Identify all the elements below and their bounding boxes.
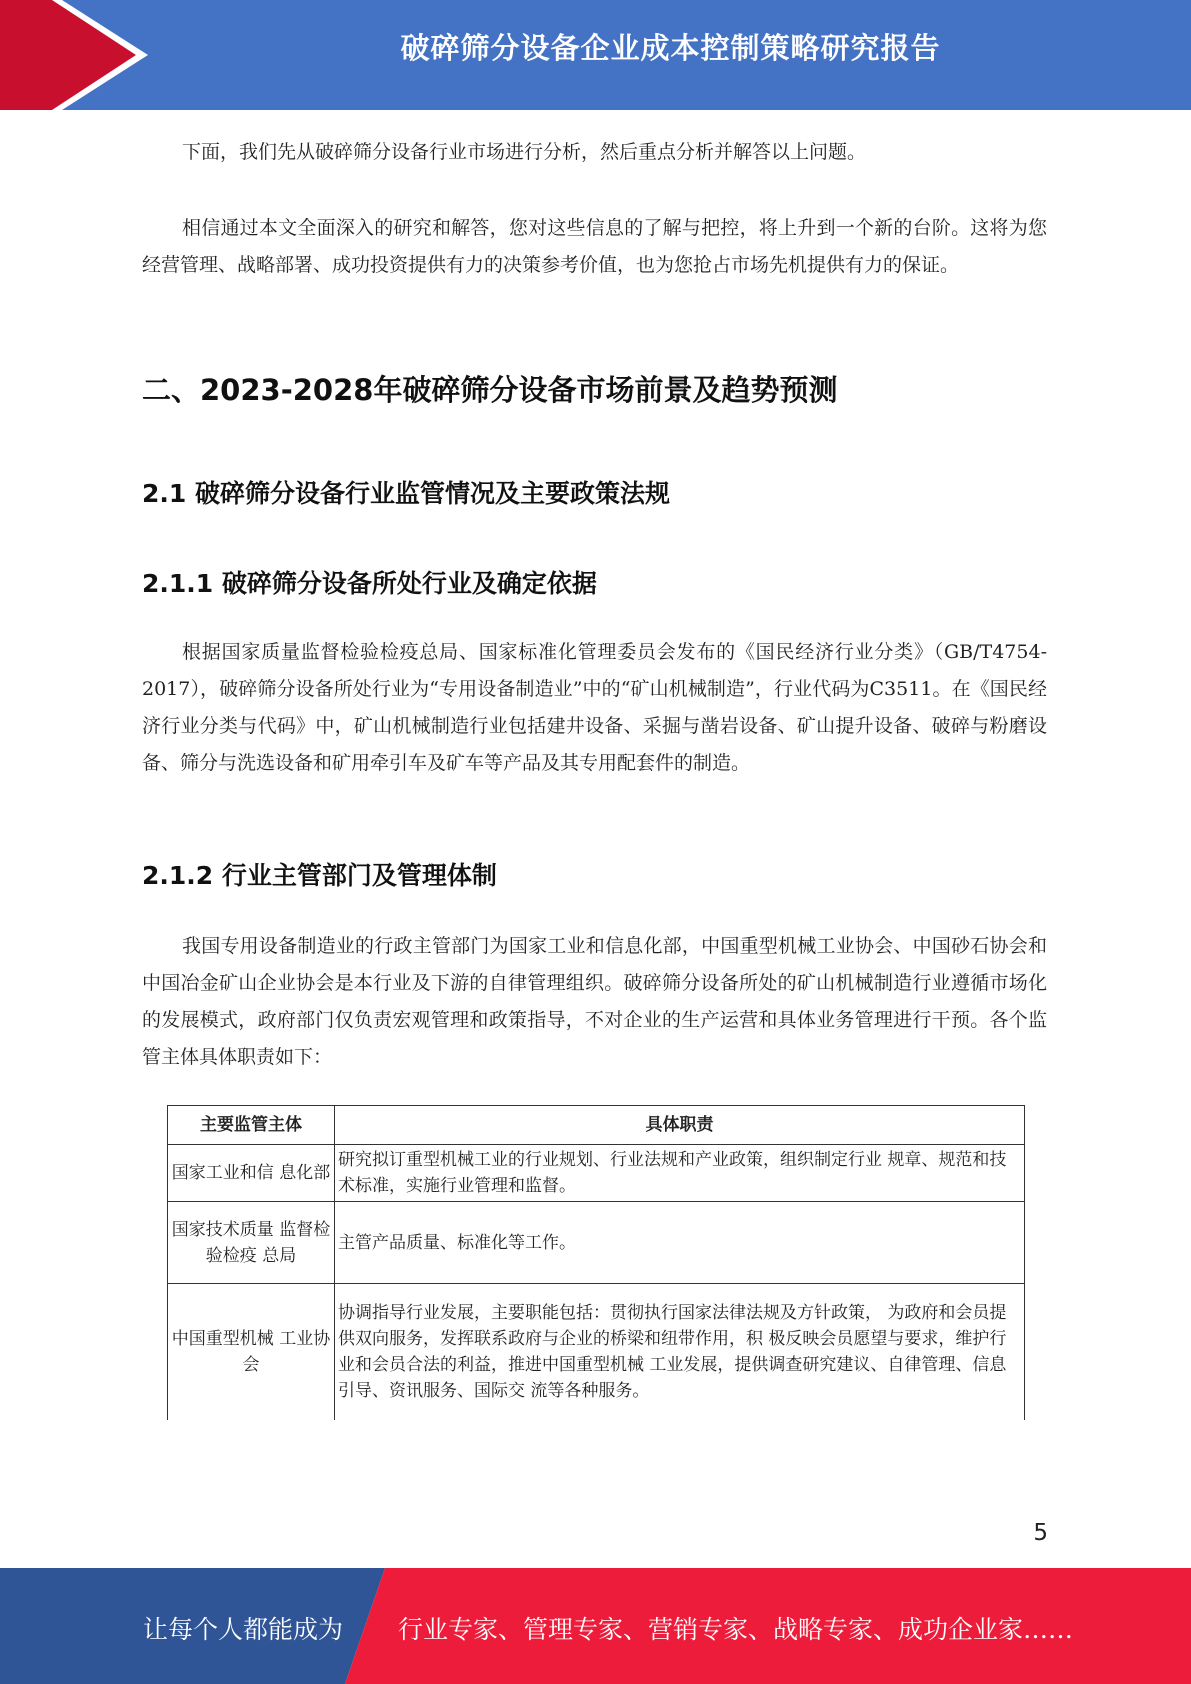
industry-classification-paragraph: 根据国家质量监督检验检疫总局、国家标准化管理委员会发布的《国民经济行业分类》（GB/T4754-2017），破碎筛分设备所处行业为“专用设备制造业”中的“矿山机械制造”，行业代码为C3511。在《国民经济行业分类与代码》中，矿山机械制造行业包括建井设备、采掘与凿岩设备、矿山提升设备、破碎与粉磨设备、筛分与洗选设备和矿用牵引车及矿车等产品及其专用配套件的制造。 xyxy=(142,641,1047,774)
regulator-table xyxy=(167,1105,1025,1420)
header-title: 破碎筛分设备企业成本控制策略研究报告 xyxy=(400,31,941,65)
table-cell-duty: 主管产品质量、标准化等工作。 xyxy=(335,1202,1025,1284)
page-footer xyxy=(0,1568,1191,1684)
page-number: 5 xyxy=(1033,1520,1048,1546)
section-heading: 二、2023-2028年破碎筛分设备市场前景及趋势预测 xyxy=(142,373,838,407)
footer-slogan-right: 行业专家、管理专家、营销专家、战略专家、成功企业家…… xyxy=(398,1615,1074,1644)
confidence-paragraph: 相信通过本文全面深入的研究和解答，您对这些信息的了解与把控，将上升到一个新的台阶。这将为您经营管理、战略部署、成功投资提供有力的决策参考价值，也为您抢占市场先机提供有力的保证。 xyxy=(142,217,1047,276)
intro-paragraph: 下面，我们先从破碎筛分设备行业市场进行分析，然后重点分析并解答以上问题。 xyxy=(182,141,867,163)
table-row xyxy=(168,1284,1025,1420)
sub-subsection-heading-authority: 2.1.2 行业主管部门及管理体制 xyxy=(142,861,497,890)
footer-slogan-left: 让每个人都能成为 xyxy=(143,1615,344,1644)
table-cell-subject: 中国重型机械 工业协会 xyxy=(168,1284,335,1420)
table-cell-duty: 协调指导行业发展，主要职能包括：贯彻执行国家法律法规及方针政策， 为政府和会员提供双向服务，发挥联系政府与企业的桥梁和纽带作用，积 极反映会员愿望与要求，维护行业和会员合法的利益，推进中国重型机械 工业发展，提供调查研究建议、自律管理、信息引导、资讯服务、国际交 流等各种服务。 xyxy=(335,1284,1025,1420)
table-cell-subject: 国家工业和信 息化部 xyxy=(168,1145,335,1202)
table-row xyxy=(168,1145,1025,1202)
subsection-heading: 2.1 破碎筛分设备行业监管情况及主要政策法规 xyxy=(142,479,670,508)
table-row xyxy=(168,1202,1025,1284)
authority-paragraph: 我国专用设备制造业的行政主管部门为国家工业和信息化部，中国重型机械工业协会、中国砂石协会和中国冶金矿山企业协会是本行业及下游的自律管理组织。破碎筛分设备所处的矿山机械制造行业遵循市场化的发展模式，政府部门仅负责宏观管理和政策指导，不对企业的生产运营和具体业务管理进行干预。各个监管主体具体职责如下： xyxy=(142,935,1047,1068)
page-header xyxy=(0,0,1191,110)
table-header-duty: 具体职责 xyxy=(335,1106,1025,1145)
table-header-subject: 主要监管主体 xyxy=(168,1106,335,1145)
table-cell-subject: 国家技术质量 监督检验检疫 总局 xyxy=(168,1202,335,1284)
table-cell-duty: 研究拟订重型机械工业的行业规划、行业法规和产业政策，组织制定行业 规章、规范和技术标准，实施行业管理和监督。 xyxy=(335,1145,1025,1202)
sub-subsection-heading-industry: 2.1.1 破碎筛分设备所处行业及确定依据 xyxy=(142,569,597,598)
table-header-row xyxy=(168,1106,1025,1145)
